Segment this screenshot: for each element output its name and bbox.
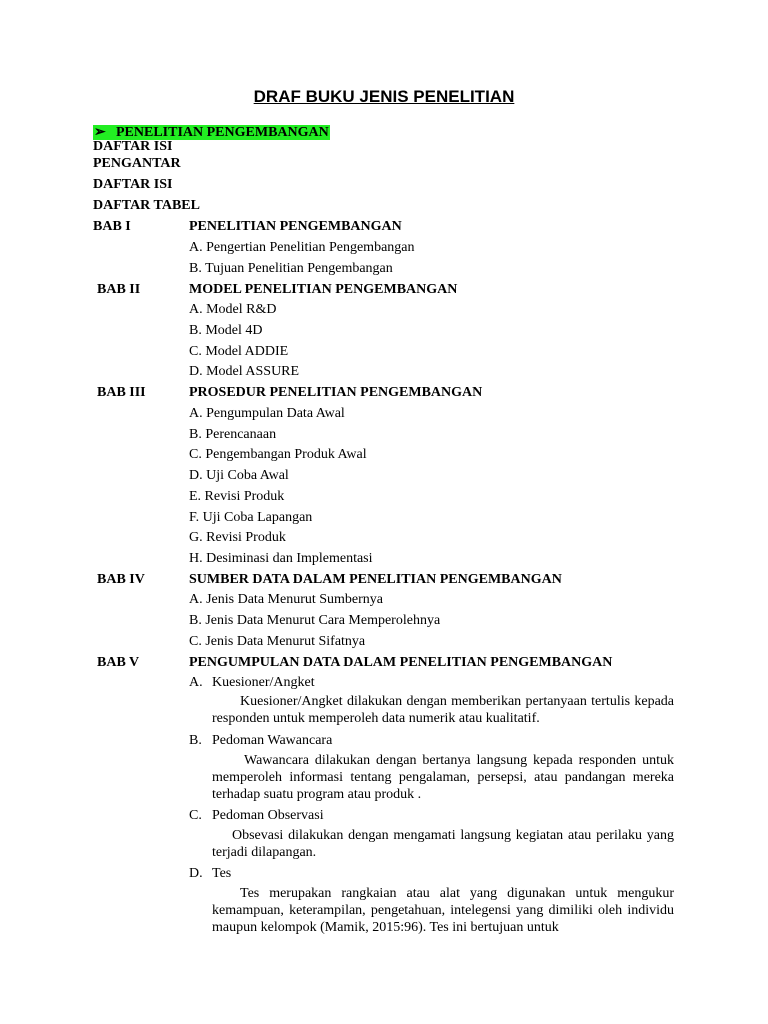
subsection-heading [189, 732, 332, 749]
chapter-number: BAB I [93, 219, 131, 234]
highlighted-heading-text: PENELITIAN PENGEMBANGAN [116, 125, 329, 140]
chapter-title: SUMBER DATA DALAM PENELITIAN PENGEMBANGAN [189, 572, 562, 587]
chapter-title: PROSEDUR PENELITIAN PENGEMBANGAN [189, 385, 483, 400]
toc-item: A. Model R&D [189, 302, 277, 317]
arrow-bullet-icon: ➢ [94, 125, 106, 140]
chapter-number: BAB IV [97, 572, 145, 587]
front-matter-daftar-isi-2: DAFTAR ISI [93, 177, 173, 192]
toc-item: A. Pengumpulan Data Awal [189, 406, 345, 421]
toc-item: E. Revisi Produk [189, 489, 285, 504]
subsection-label: Pedoman Observasi [212, 808, 324, 823]
subsection-letter: C. [189, 808, 202, 823]
subsection-letter: D. [189, 866, 203, 881]
subsection-label: Kuesioner/Angket [212, 675, 315, 690]
front-matter-pengantar: PENGANTAR [93, 156, 181, 171]
chapter-number: BAB III [97, 385, 146, 400]
toc-item: C. Pengembangan Produk Awal [189, 447, 367, 462]
subsection-paragraph: Obsevasi dilakukan dengan mengamati langsung kegiatan atau perilaku yang terjadi dilapangan. [212, 828, 674, 860]
subsection-paragraph: Wawancara dilakukan dengan bertanya langsung kepada responden untuk memperoleh informasi tentang pengalaman, persepsi, atau pandangan mereka terhadap suatu program atau produk . [212, 753, 674, 802]
subsection-letter: B. [189, 733, 202, 748]
front-matter-daftar-tabel: DAFTAR TABEL [93, 198, 200, 213]
toc-item: B. Jenis Data Menurut Cara Memperolehnya [189, 613, 441, 628]
subsection-heading [189, 807, 324, 824]
toc-item: B. Tujuan Penelitian Pengembangan [189, 261, 393, 276]
subsection-label: Tes [212, 866, 232, 881]
toc-item: B. Perencanaan [189, 427, 277, 442]
document-title: DRAF BUKU JENIS PENELITIAN [253, 87, 515, 106]
toc-item: F. Uji Coba Lapangan [189, 510, 313, 525]
chapter-title: MODEL PENELITIAN PENGEMBANGAN [189, 282, 458, 297]
subsection-paragraph: Tes merupakan rangkaian atau alat yang digunakan untuk mengukur kemampuan, keterampilan, pengetahuan, intelegensi yang dimiliki oleh individu maupun kelompok (Mamik, 2015:96). Tes ini bertujuan untuk [212, 886, 674, 935]
front-matter-daftar-isi: DAFTAR ISI [93, 139, 173, 154]
subsection-heading [189, 865, 231, 882]
subsection-paragraph: Kuesioner/Angket dilakukan dengan memberikan pertanyaan tertulis kepada responden untuk memperoleh data numerik atau kualitatif. [212, 694, 674, 726]
toc-item: D. Uji Coba Awal [189, 468, 289, 483]
subsection-heading [189, 674, 315, 691]
toc-item: A. Pengertian Penelitian Pengembangan [189, 240, 415, 255]
toc-item: D. Model ASSURE [189, 364, 300, 379]
toc-item: A. Jenis Data Menurut Sumbernya [189, 592, 384, 607]
toc-item: B. Model 4D [189, 323, 263, 338]
toc-item: C. Model ADDIE [189, 344, 289, 359]
toc-item: H. Desiminasi dan Implementasi [189, 551, 373, 566]
subsection-label: Pedoman Wawancara [212, 733, 333, 748]
chapter-title: PENELITIAN PENGEMBANGAN [189, 219, 402, 234]
subsection-letter: A. [189, 675, 203, 690]
chapter-title: PENGUMPULAN DATA DALAM PENELITIAN PENGEMBANGAN [189, 655, 613, 670]
chapter-number: BAB V [97, 655, 140, 670]
toc-item: G. Revisi Produk [189, 530, 286, 545]
chapter-number: BAB II [97, 282, 141, 297]
toc-item: C. Jenis Data Menurut Sifatnya [189, 634, 366, 649]
